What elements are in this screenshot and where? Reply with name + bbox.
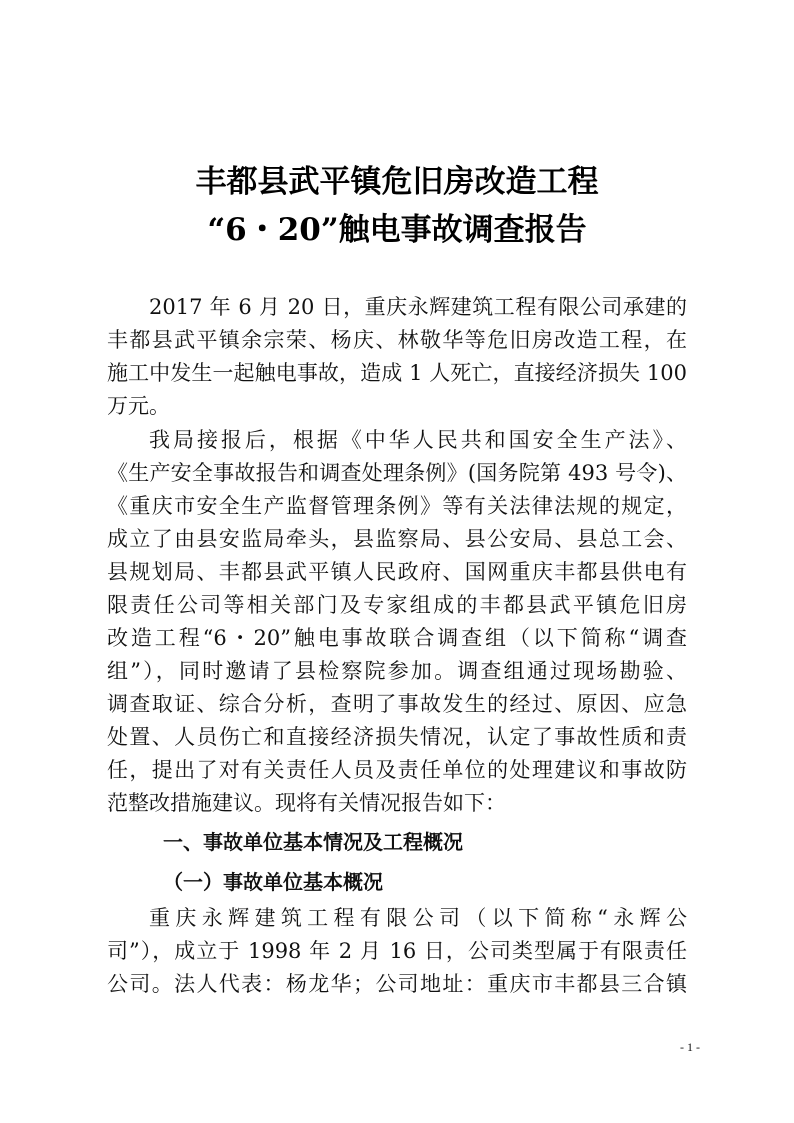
document-title-line-2: “6・20”触电事故调查报告 — [207, 212, 587, 248]
paragraph-2-line-7: 改造工程“6・20”触电事故联合调查组（以下简称“调查 — [107, 626, 687, 650]
paragraph-2-line-12: 范整改措施建议。现将有关情况报告如下： — [107, 791, 506, 815]
paragraph-3-line-3: 公司。法人代表：杨龙华；公司地址：重庆市丰都县三合镇 — [107, 972, 687, 996]
paragraph-2-line-6: 限责任公司等相关部门及专家组成的丰都县武平镇危旧房 — [107, 593, 687, 617]
section-heading-1: 一、事故单位基本情况及工程概况 — [163, 830, 463, 854]
paragraph-2-line-1: 我局接报后，根据《中华人民共和国安全生产法》、 — [149, 428, 687, 452]
paragraph-2-line-9: 调查取证、综合分析，查明了事故发生的经过、原因、应急 — [107, 692, 687, 716]
paragraph-2-line-11: 任，提出了对有关责任人员及责任单位的处理建议和事故防 — [107, 758, 687, 782]
paragraph-3-line-2: 司”），成立于 1998 年 2 月 16 日，公司类型属于有限责任 — [107, 939, 687, 963]
document-title-line-1: 丰都县武平镇危旧房改造工程 — [195, 164, 599, 200]
paragraph-1-line-2: 丰都县武平镇余宗荣、杨庆、林敬华等危旧房改造工程，在 — [107, 328, 687, 352]
paragraph-2-line-5: 县规划局、丰都县武平镇人民政府、国网重庆丰都县供电有 — [107, 560, 687, 584]
paragraph-2-line-4: 成立了由县安监局牵头，县监察局、县公安局、县总工会、 — [107, 527, 687, 551]
page-number: - 1 - — [680, 1040, 700, 1054]
paragraph-3-line-1: 重庆永辉建筑工程有限公司（以下简称“永辉公 — [149, 906, 687, 930]
paragraph-1-line-1: 2017 年 6 月 20 日，重庆永辉建筑工程有限公司承建的 — [149, 295, 687, 319]
paragraph-1-line-4: 万元。 — [107, 394, 170, 418]
paragraph-2-line-2: 《生产安全事故报告和调查处理条例》(国务院第 493 号令)、 — [107, 461, 687, 485]
paragraph-1-line-3: 施工中发生一起触电事故，造成 1 人死亡，直接经济损失 100 — [107, 361, 687, 385]
paragraph-2-line-3: 《重庆市安全生产监督管理条例》等有关法律法规的规定， — [107, 494, 687, 518]
paragraph-2-line-8: 组”），同时邀请了县检察院参加。调查组通过现场勘验、 — [107, 659, 687, 683]
paragraph-2-line-10: 处置、人员伤亡和直接经济损失情况，认定了事故性质和责 — [107, 725, 687, 749]
subsection-heading-1: （一）事故单位基本概况 — [163, 870, 383, 894]
